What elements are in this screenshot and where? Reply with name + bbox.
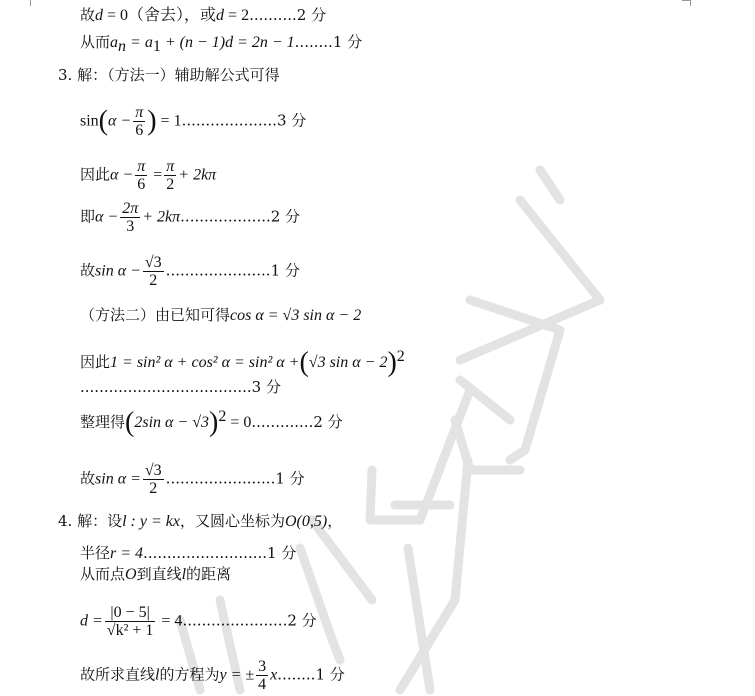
corner-mark-left [30,0,31,6]
score: 1 分 [275,469,305,488]
line-13-mid: ，又圆心坐标为 [179,512,285,530]
line-8 [80,306,361,325]
leader-dots: ...................... [182,611,288,630]
line-11-prefix: 整理得 [80,413,126,431]
leader-dots: .......... [249,6,297,24]
leader-dots: ............. [251,413,314,431]
section-4-heading [58,512,342,531]
var-a: a [110,34,119,51]
fn-sin-alpha: sin α − [95,262,141,280]
paren-right: ) [147,105,157,137]
score: 3 分 [276,111,307,130]
line-17-expr: y = ± [219,666,255,684]
alpha-minus: α − [95,208,119,226]
alpha-minus: α − [110,166,134,184]
leader-dots: .......................... [143,544,268,562]
leader-dots: ...................... [165,261,271,280]
eq-4: = 4 [157,612,183,630]
score: 2 分 [270,207,301,226]
score: 1 分 [267,544,297,562]
line-15-end: 的距离 [186,565,232,583]
line-7 [80,254,300,289]
score: 1 分 [332,33,363,51]
paren-left: ( [125,407,135,438]
line-9-inner: √3 sin α − 2 [308,354,388,371]
score: 1 分 [270,261,300,280]
line-1-text2: = 2 [224,7,250,24]
equals: = [149,166,163,184]
line-17 [80,658,345,693]
corner-mark-right-h [682,0,691,1]
line-13-expr: l : y = kx [122,513,180,530]
sub-1: 1 [152,38,161,55]
line-2-t2: + (n − 1)d = 2n − 1 [160,34,295,51]
line-l: l [155,666,160,684]
eq-0: = 0 [226,414,252,431]
line-14-prefix: 半径 [80,544,111,562]
line-5-prefix: 因此 [80,165,111,184]
paren-right: ) [209,407,219,438]
line-14-expr: r = 4 [110,545,144,562]
line-1-text: = 0（舍去），或 [103,7,217,24]
line-1 [80,6,326,25]
line-15-mid: 到直线 [136,565,182,583]
section-3-heading: 3. 解：（方法一）辅助解公式可得 [58,66,280,84]
line-2 [80,33,362,56]
leader-dots: ........ [277,665,316,684]
paren-right: ) [387,347,397,378]
line-17-prefix: 故所求直线 [80,665,156,684]
leader-dots: .................................... [80,378,252,396]
center-point: O(0,5) [284,513,328,530]
score: 1 分 [315,665,345,684]
line-13-prefix: 4. 解：设 [58,512,123,530]
fn-sin: sin [80,112,99,130]
line-17-mid: 的方程为 [159,665,220,684]
line-10 [80,378,281,396]
line-8-expr: cos α = √3 sin α − 2 [230,307,362,324]
line-2-t1: = a [126,34,153,51]
line-16 [80,604,317,639]
line-9-expr: 1 = sin² α + cos² α = sin² α + [110,354,300,371]
method-2-text: （方法二）由已知可得 [80,306,231,324]
paren-left: ( [98,105,108,137]
line-7-prefix: 故 [80,261,96,280]
eq-1: = 1 [156,112,182,130]
line-6-tail: + 2kπ [142,208,181,226]
line-5 [80,158,216,193]
var-x: x [270,666,278,684]
square: 2 [218,408,227,425]
score: 2 分 [296,6,327,24]
line-14 [80,544,296,563]
fn-sin-alpha: sin α = [95,470,141,488]
point-o: O [125,566,137,583]
fraction-sqrt3-2: $\frac{√3}{2}$ [144,254,162,289]
square: 2 [396,348,405,365]
line-2-prefix: 从而 [80,33,111,51]
line-4 [80,104,306,139]
leader-dots: ........ [294,33,333,51]
var-d: d [95,7,104,24]
alpha-minus: α − [108,112,132,130]
line-15-prefix: 从而点 [80,565,126,583]
line-15 [80,565,231,584]
line-12-prefix: 故 [80,469,96,488]
line-6-prefix: 即 [80,207,96,226]
leader-dots: ................... [180,207,271,226]
score: 3 分 [251,378,281,396]
fraction-pi-6: $\frac{\pi}{6}$ [137,158,146,193]
leader-dots: ....................... [165,469,276,488]
fraction-distance: $\frac{|0 - 5|}{\text{√k² + 1}}$ [106,604,154,639]
d-equals: d = [80,612,103,630]
line-6 [80,200,300,235]
fraction-2pi-3: $\frac{2\pi}{3}$ [122,200,139,235]
line-5-tail: + 2kπ [178,166,217,184]
line-l: l [181,566,187,583]
score: 2 分 [313,413,343,431]
fraction-pi-6: $\frac{\pi}{6}$ [135,104,144,139]
leader-dots: .................... [181,111,277,130]
fraction-3-4: $\frac{3}{4}$ [258,658,267,693]
score: 2 分 [287,611,317,630]
line-11-inner: 2sin α − √3 [134,414,209,431]
fraction-sqrt3-2: $\frac{√3}{2}$ [144,462,162,497]
paren-left: ( [299,347,309,378]
var-d2: d [216,7,225,24]
line-9-prefix: 因此 [80,353,111,371]
fraction-pi-2: $\frac{\pi}{2}$ [166,158,175,193]
sub-n: n [118,38,127,55]
line-1-prefix: 故 [80,6,96,24]
line-11 [80,407,343,438]
line-9 [80,347,405,378]
line-13-end: ， [327,512,343,530]
line-12 [80,462,305,497]
